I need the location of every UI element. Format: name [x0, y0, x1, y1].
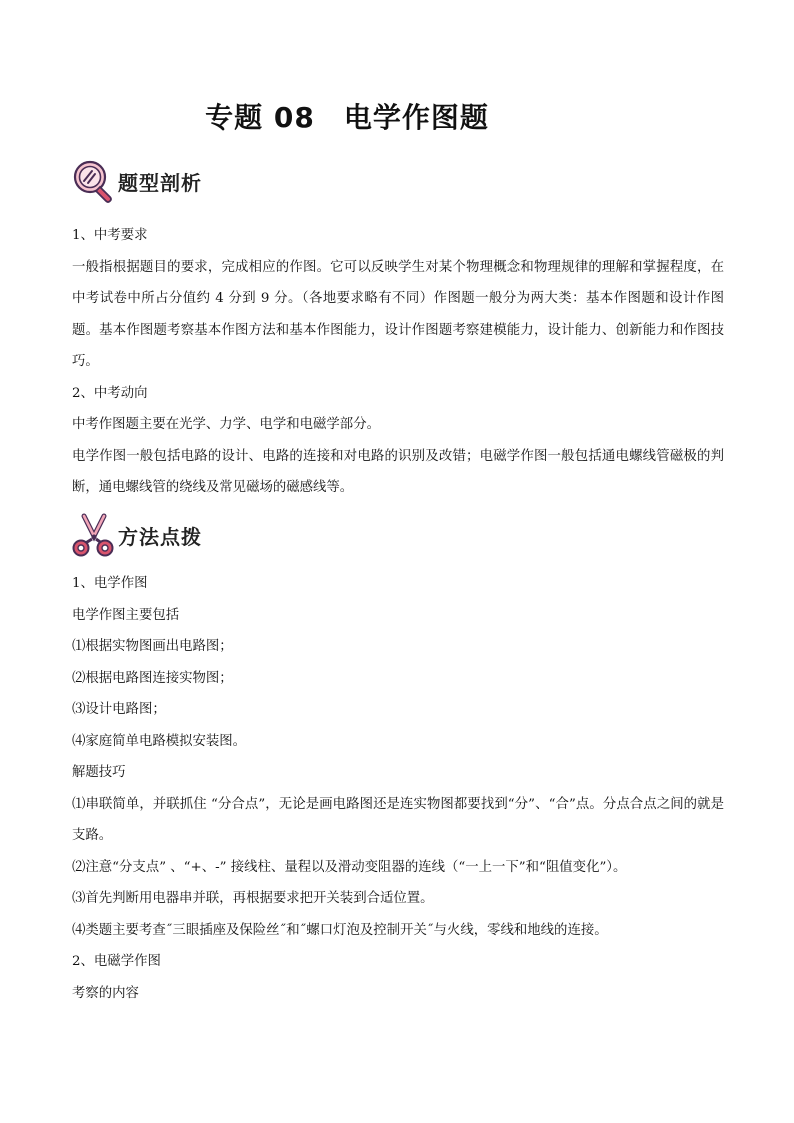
page-title: 专题 08 电学作图题 — [205, 101, 489, 134]
section-heading-analysis — [70, 156, 202, 206]
section-heading-text: 方法点拨 — [118, 524, 202, 549]
section-heading-text: 题型剖析 — [118, 170, 202, 195]
paragraph: 电学作图主要包括 — [72, 607, 180, 623]
paragraph: ⑶设计电路图； — [72, 702, 166, 717]
paragraph: 2、中考动向 — [72, 385, 148, 401]
paragraph: 1、电学作图 — [72, 576, 148, 591]
paragraph: ⑷家庭简单电路模拟安装图。 — [72, 733, 247, 749]
paragraph: 考察的内容 — [72, 985, 139, 1001]
paragraph: ⑴根据实物图画出电路图； — [72, 639, 233, 654]
scissors-icon — [70, 512, 116, 558]
paragraph: ⑵注意“分支点” 、“+、-” 接线柱、量程以及滑动变阻器的连线（“一上一下”和“阻值变化”）。 — [72, 859, 627, 875]
paragraph: 2、电磁学作图 — [72, 954, 161, 969]
paragraph: ⑵根据电路图连接实物图； — [72, 670, 233, 686]
paragraph: 1、中考要求 — [72, 228, 148, 243]
paragraph: ⑶首先判断用电器串并联，再根据要求把开关装到合适位置。 — [72, 891, 434, 906]
section-heading-method — [70, 510, 202, 560]
magnifier-icon — [70, 158, 116, 204]
paragraph: ⑷类题主要考查˝三眼插座及保险丝˝和˝螺口灯泡及控制开关˝与火线，零线和地线的连接。 — [72, 922, 608, 938]
paragraph: 中考作图题主要在光学、力学、电学和电磁学部分。 — [72, 417, 380, 432]
section-method-body — [72, 568, 724, 1009]
section-analysis-body — [72, 220, 724, 504]
paragraph: 电学作图一般包括电路的设计、电路的连接和对电路的识别及改错；电磁学作图一般包括通电螺线管磁极的判断，通电螺线管的绕线及常见磁场的磁感线等。 — [72, 448, 724, 495]
paragraph: 一般指根据题目的要求，完成相应的作图。它可以反映学生对某个物理概念和物理规律的理解和掌握程度，在中考试卷中所占分值约 4 分到 9 分。（各地要求略有不同）作图题一般分为两大类：基本作图题和设计作图题。基本作图题考察基本作图方法和基本作图能力，设计作图题考察建模能力，设计能力、创新能力和作图技巧。 — [72, 259, 724, 369]
paragraph: ⑴串联简单，并联抓住 “分合点”，无论是画电路图还是连实物图都要找到“分”、“合”点。分点合点之间的就是支路。 — [72, 796, 724, 843]
paragraph: 解题技巧 — [72, 765, 126, 780]
